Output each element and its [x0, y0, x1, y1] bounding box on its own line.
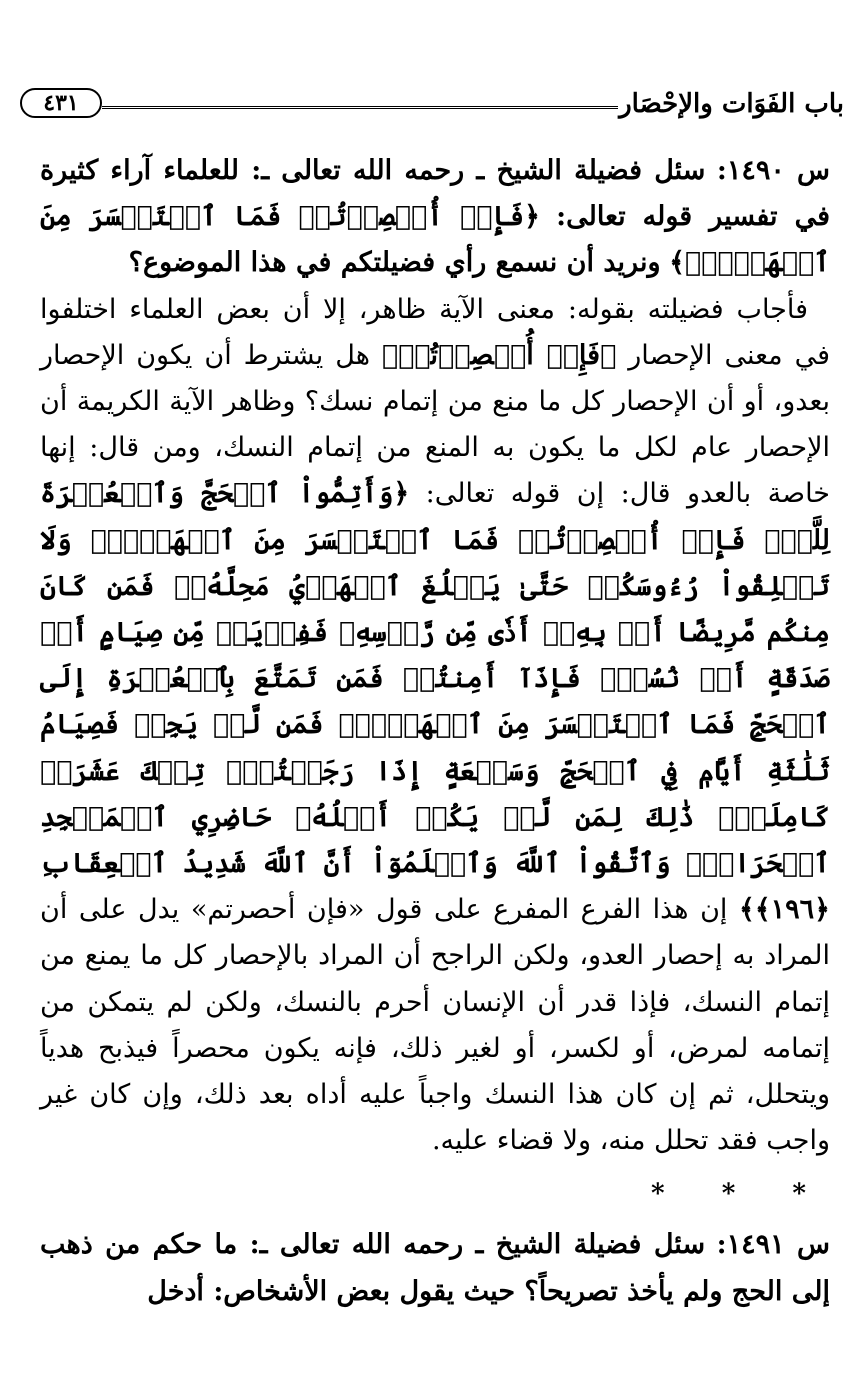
quran-verse-196: ﴿وَأَتِمُّواْ ٱلۡحَجَّ وَٱلۡعُمۡرَةَ لِلَّهِۚ فَإِنۡ أُحۡصِرۡتُمۡ فَمَا ٱسۡتَيۡسَرَ مِنَ ٱلۡهَدۡيِۖ وَلَا تَحۡلِقُواْ رُءُوسَكُمۡ حَتَّىٰ يَبۡلُغَ ٱلۡهَدۡيُ مَحِلَّهُۥۚ فَمَن كَانَ مِنكُم مَّرِيضًا أَوۡ بِهِۦٓ أَذٗى مِّن رَّأۡسِهِۦ فَفِدۡيَةٞ مِّن صِيَامٍ أَوۡ صَدَقَةٍ أَوۡ نُسُكٖۚ فَإِذَآ أَمِنتُمۡ فَمَن تَمَتَّعَ بِٱلۡعُمۡرَةِ إِلَى ٱلۡحَجِّ فَمَا ٱسۡتَيۡسَرَ مِنَ ٱلۡهَدۡيِۚ فَمَن لَّمۡ يَجِدۡ فَصِيَامُ ثَلَٰثَةِ أَيَّامٖ فِي ٱلۡحَجِّ وَسَبۡعَةٍ إِذَا رَجَعۡتُمۡۗ تِلۡكَ عَشَرَةٞ كَامِلَةٞۗ ذَٰلِكَ لِمَن لَّمۡ يَكُنۡ أَهۡلُهُۥ حَاضِرِي ٱلۡمَسۡجِدِ ٱلۡحَرَامِۚ وَٱتَّقُواْ ٱللَّهَ وَٱعۡلَمُوٓاْ أَنَّ ٱللَّهَ شَدِيدُ ٱلۡعِقَابِ ﴿١٩٦﴾﴾ [40, 478, 830, 926]
question-number: س ١٤٩١: [716, 1229, 830, 1261]
page-number: ٤٣١ [20, 88, 102, 118]
chapter-title: باب الفَوَات والإحْصَار [619, 89, 844, 119]
question-text: سئل فضيلة الشيخ ـ رحمه الله تعالى ـ: للعلماء آراء كثيرة في تفسير قوله تعالى: [40, 155, 830, 233]
answer-1490 [40, 287, 830, 1165]
answer-text-2: هل يشترط أن يكون الإحصار بعدو، أو أن الإحصار كل ما منع من إتمام نسك؟ وظاهر الآية الكريمة أن الإحصار عام لكل ما يكون به المنع من إتمام النسك، ومن قال: إنها خاصة بالعدو قال: إن قوله تعالى: [40, 339, 830, 510]
answer-text-1: فأجاب فضيلته بقوله: معنى الآية ظاهر، إلا أن بعض العلماء اختلفوا في معنى الإحصار [40, 293, 830, 371]
question-1491 [40, 1222, 830, 1314]
question-text: سئل فضيلة الشيخ ـ رحمه الله تعالى ـ: ما حكم من ذهب إلى الحج ولم يأخذ تصريحاً؟ حيث يقول بعض الأشخاص: أدخل [40, 1229, 830, 1307]
running-header [20, 84, 848, 124]
question-number: س ١٤٩٠: [716, 155, 830, 186]
separator-star: * [792, 1179, 806, 1210]
quran-verse-short: ﴿فَإِنۡ أُحۡصِرۡتُمۡ﴾ [381, 339, 617, 371]
header-rule [102, 106, 618, 109]
quran-verse: ﴿فَإِنۡ أُحۡصِرۡتُمۡ فَمَا ٱسۡتَيۡسَرَ مِنَ ٱلۡهَدۡيِۖ﴾ [40, 201, 830, 279]
section-separator [40, 1166, 830, 1222]
question-1490 [40, 148, 830, 287]
separator-star: * [721, 1179, 736, 1210]
page-content [40, 148, 830, 1315]
question-text-end: ونريد أن نسمع رأي فضيلتكم في هذا الموضوع؟ [128, 247, 661, 279]
answer-text-3: إن هذا الفرع المفرع على قول «فإن أحصرتم» يدل على أن المراد به إحصار العدو، ولكن الراجح أن المراد بالإحصار كل ما يمنع من إتمام النسك، فإذا قدر أن الإنسان أحرم بالنسك، ولكن لم يتمكن من إتمامه لمرض، أو لكسر، أو لغير ذلك، فإنه يكون محصراً فيذبح هدياً ويتحلل، ثم إن كان هذا النسك واجباً عليه أداه بعد ذلك، وإن كان غير واجب فقد تحلل منه، ولا قضاء عليه. [40, 894, 830, 1157]
separator-star: * [651, 1179, 665, 1210]
